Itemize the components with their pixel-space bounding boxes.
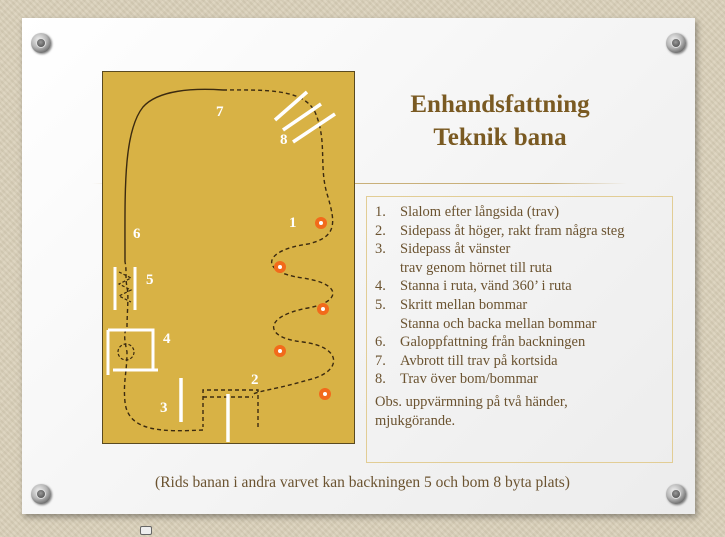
- path-dashed-box: [125, 262, 128, 327]
- list-num: [375, 315, 400, 334]
- list-text: Avbrott till trav på kortsida: [400, 352, 558, 369]
- path-dashed-sidepass: [203, 390, 258, 427]
- title-line-1: Enhandsfattning: [410, 91, 590, 118]
- list-item: [375, 333, 672, 352]
- slide-title: [370, 88, 630, 154]
- note-line-2: mjukgörande.: [375, 412, 456, 429]
- label-7: 7: [216, 104, 224, 120]
- cone-3: [317, 303, 329, 315]
- cone-5: [319, 388, 331, 400]
- list-item: [375, 370, 672, 389]
- list-text: Sidepass åt vänster: [400, 241, 511, 258]
- arena-svg: [103, 72, 356, 445]
- list-item: [375, 352, 672, 371]
- list-item: [375, 222, 672, 241]
- label-1: 1: [289, 215, 297, 231]
- title-line-2: Teknik bana: [433, 124, 567, 151]
- list-text: Trav över bom/bommar: [400, 371, 539, 388]
- cone-4: [274, 345, 286, 357]
- list-item-continued: [375, 259, 672, 278]
- list-text: Sidepass åt höger, rakt fram några steg: [400, 222, 625, 239]
- label-8: 8: [280, 132, 288, 148]
- list-item: [375, 277, 672, 296]
- list-num: 6.: [375, 334, 386, 351]
- list-item: [375, 203, 672, 222]
- label-4: 4: [163, 331, 171, 347]
- list-item-continued: [375, 315, 672, 334]
- label-5: 5: [146, 272, 154, 288]
- label-3: 3: [160, 400, 168, 416]
- list-num: 4.: [375, 278, 386, 295]
- arena-diagram: [102, 71, 355, 444]
- footer-note: (Rids banan i andra varvet kan backningen 5 och bom 8 byta plats): [155, 474, 570, 491]
- list-text: Skritt mellan bommar: [400, 296, 528, 313]
- list-num: 8.: [375, 371, 386, 388]
- label-6: 6: [133, 226, 141, 242]
- list-num: [375, 259, 400, 278]
- label-2: 2: [251, 372, 259, 388]
- list-text: trav genom hörnet till ruta: [400, 259, 553, 276]
- list-item: [375, 296, 672, 315]
- list-text: Stanna i ruta, vänd 360’ i ruta: [400, 278, 572, 295]
- note: [375, 393, 672, 430]
- box-square: [108, 330, 158, 375]
- list-text: Stanna och backa mellan bommar: [400, 315, 597, 332]
- list-text: Galoppfattning från backningen: [400, 334, 586, 351]
- note-line-1: Obs. uppvärmning på två händer,: [375, 393, 568, 410]
- list-num: 7.: [375, 352, 386, 369]
- cone-2: [274, 261, 286, 273]
- list-num: 3.: [375, 241, 386, 258]
- backing-zigzag: [119, 272, 131, 302]
- instructions-box: [366, 196, 673, 463]
- list-num: 2.: [375, 222, 386, 239]
- list-num: 5.: [375, 296, 386, 313]
- list-num: 1.: [375, 204, 386, 220]
- cone-1: [315, 217, 327, 229]
- pin-icon-top-right: [666, 33, 686, 53]
- comment-icon[interactable]: [140, 526, 152, 535]
- list-text: Slalom efter långsida (trav): [400, 204, 560, 220]
- list-item: [375, 240, 672, 259]
- pin-icon-top-left: [31, 33, 51, 53]
